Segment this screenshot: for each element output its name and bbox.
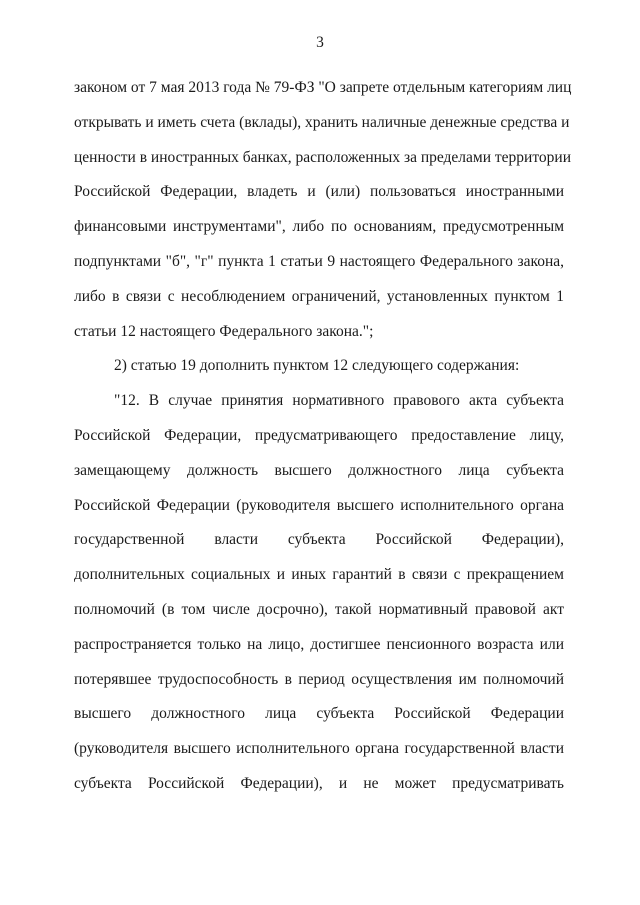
text-line: Российской Федерации, предусматривающего предоставление лицу, [74,426,564,444]
text-line: государственной власти субъекта Российской Федерации), [74,531,564,549]
text-line: потерявшее трудоспособность в период осуществления им полномочий [74,670,564,688]
text-line: "12. В случае принятия нормативного правового акта субъекта [114,392,564,410]
text-line: дополнительных социальных и иных гарантий в связи с прекращением [74,566,564,584]
document-body [74,71,572,802]
text-line: ценности в иностранных банках, расположенных за пределами территории [74,148,572,166]
text-line: Российской Федерации, владеть и (или) пользоваться иностранными [74,183,564,201]
text-line: высшего должностного лица субъекта Российской Федерации [74,705,564,723]
text-line: субъекта Российской Федерации), и не может предусматривать [74,774,564,792]
text-line: статьи 12 настоящего Федерального закона."; [74,322,374,340]
text-line: полномочий (в том числе досрочно), такой нормативный правовой акт [74,600,564,618]
text-line: финансовыми инструментами", либо по основаниям, предусмотренным [74,218,564,236]
text-line: подпунктами "б", "г" пункта 1 статьи 9 настоящего Федерального закона, [74,252,564,270]
text-line: 2) статью 19 дополнить пунктом 12 следующего содержания: [114,357,520,375]
text-line: распространяется только на лицо, достигшее пенсионного возраста или [74,635,564,653]
text-line: открывать и иметь счета (вклады), хранить наличные денежные средства и [74,113,570,131]
text-line: либо в связи с несоблюдением ограничений, установленных пунктом 1 [74,287,564,305]
text-line: (руководителя высшего исполнительного органа государственной власти [74,740,564,758]
page-number: 3 [316,34,324,51]
text-line: замещающему должность высшего должностного лица субъекта [74,461,564,479]
text-line: Российской Федерации (руководителя высшего исполнительного органа [74,496,564,514]
text-line: законом от 7 мая 2013 года № 79-ФЗ "О запрете отдельным категориям лиц [74,79,572,96]
